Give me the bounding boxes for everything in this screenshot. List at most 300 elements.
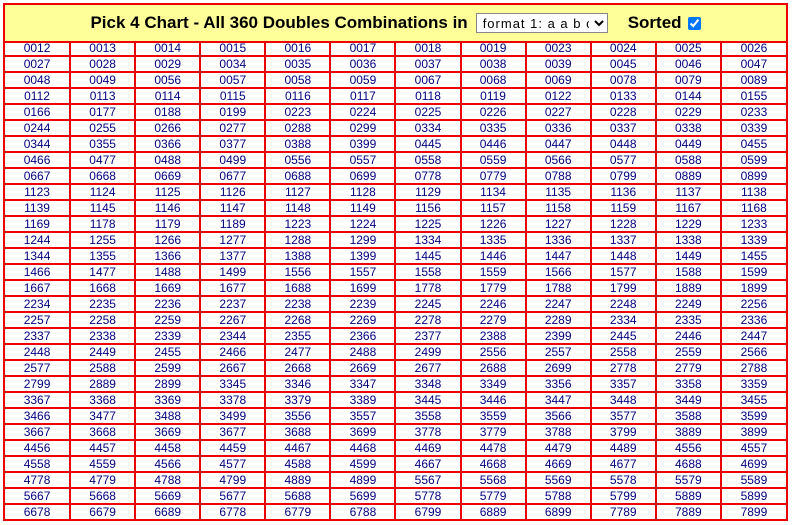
combination-cell: 4467	[265, 440, 330, 456]
combination-cell: 4468	[330, 440, 395, 456]
combination-cell: 0277	[200, 120, 265, 136]
combination-cell: 0677	[200, 168, 265, 184]
combination-cell: 4478	[461, 440, 526, 456]
grid-row	[5, 216, 786, 232]
combination-cell: 1167	[656, 200, 721, 216]
grid-row	[5, 136, 786, 152]
combination-cell: 0015	[200, 41, 265, 56]
combination-cell: 1778	[395, 280, 460, 296]
combination-cell: 0035	[265, 56, 330, 72]
combination-cell: 0113	[70, 88, 135, 104]
combination-cell: 3688	[265, 424, 330, 440]
combination-cell: 2335	[656, 312, 721, 328]
combination-cell: 2355	[265, 328, 330, 344]
combination-cell: 0477	[70, 152, 135, 168]
combination-cell: 6788	[330, 504, 395, 519]
combination-cell: 0366	[135, 136, 200, 152]
combination-cell: 2556	[461, 344, 526, 360]
combination-cell: 1223	[265, 216, 330, 232]
combinations-grid-wrapper	[5, 41, 786, 519]
combination-cell: 1125	[135, 184, 200, 200]
combination-cell: 1244	[5, 232, 70, 248]
combination-cell: 0048	[5, 72, 70, 88]
combination-cell: 0155	[721, 88, 786, 104]
combination-cell: 1158	[526, 200, 591, 216]
combination-cell: 2279	[461, 312, 526, 328]
combination-cell: 4669	[526, 456, 591, 472]
combination-cell: 2239	[330, 296, 395, 312]
combination-cell: 2577	[5, 360, 70, 376]
combination-cell: 4699	[721, 456, 786, 472]
combination-cell: 0337	[591, 120, 656, 136]
combination-cell: 2688	[461, 360, 526, 376]
combination-cell: 1477	[70, 264, 135, 280]
combination-cell: 3346	[265, 376, 330, 392]
combination-cell: 2245	[395, 296, 460, 312]
combination-cell: 2268	[265, 312, 330, 328]
grid-row	[5, 88, 786, 104]
combination-cell: 0089	[721, 72, 786, 88]
combination-cell: 4588	[265, 456, 330, 472]
combination-cell: 1667	[5, 280, 70, 296]
combination-cell: 6799	[395, 504, 460, 519]
combination-cell: 3558	[395, 408, 460, 424]
combination-cell: 2334	[591, 312, 656, 328]
combination-cell: 0116	[265, 88, 330, 104]
combination-cell: 3778	[395, 424, 460, 440]
combination-cell: 2588	[70, 360, 135, 376]
combination-cell: 3358	[656, 376, 721, 392]
combination-cell: 0335	[461, 120, 526, 136]
grid-row	[5, 232, 786, 248]
combination-cell: 2237	[200, 296, 265, 312]
combination-cell: 0566	[526, 152, 591, 168]
combination-cell: 0588	[656, 152, 721, 168]
combination-cell: 1366	[135, 248, 200, 264]
combination-cell: 1559	[461, 264, 526, 280]
combination-cell: 3349	[461, 376, 526, 392]
combination-cell: 1156	[395, 200, 460, 216]
grid-row	[5, 312, 786, 328]
combination-cell: 0057	[200, 72, 265, 88]
grid-row	[5, 200, 786, 216]
combination-cell: 0013	[70, 41, 135, 56]
combination-cell: 5699	[330, 488, 395, 504]
combination-cell: 4799	[200, 472, 265, 488]
grid-row	[5, 504, 786, 519]
combination-cell: 2238	[265, 296, 330, 312]
grid-row	[5, 248, 786, 264]
combination-cell: 5569	[526, 472, 591, 488]
combination-cell: 3566	[526, 408, 591, 424]
combination-cell: 1226	[461, 216, 526, 232]
combination-cell: 0488	[135, 152, 200, 168]
grid-row	[5, 456, 786, 472]
combination-cell: 0688	[265, 168, 330, 184]
combination-cell: 1149	[330, 200, 395, 216]
combination-cell: 1229	[656, 216, 721, 232]
combination-cell: 1779	[461, 280, 526, 296]
combination-cell: 3488	[135, 408, 200, 424]
combination-cell: 1466	[5, 264, 70, 280]
combinations-grid	[5, 41, 786, 519]
combination-cell: 1127	[265, 184, 330, 200]
combination-cell: 3477	[70, 408, 135, 424]
combination-cell: 1168	[721, 200, 786, 216]
combination-cell: 4577	[200, 456, 265, 472]
combination-cell: 1338	[656, 232, 721, 248]
combination-cell: 0799	[591, 168, 656, 184]
combination-cell: 1178	[70, 216, 135, 232]
combination-cell: 2257	[5, 312, 70, 328]
combination-cell: 1446	[461, 248, 526, 264]
combination-cell: 5589	[721, 472, 786, 488]
combination-cell: 1334	[395, 232, 460, 248]
combination-cell: 0039	[526, 56, 591, 72]
grid-row	[5, 344, 786, 360]
combination-cell: 2236	[135, 296, 200, 312]
combination-cell: 1227	[526, 216, 591, 232]
combination-cell: 1128	[330, 184, 395, 200]
combination-cell: 1558	[395, 264, 460, 280]
combination-cell: 5788	[526, 488, 591, 504]
combination-cell: 4489	[591, 440, 656, 456]
combination-cell: 4677	[591, 456, 656, 472]
combination-cell: 5899	[721, 488, 786, 504]
combination-cell: 1399	[330, 248, 395, 264]
combination-cell: 5579	[656, 472, 721, 488]
combination-cell: 0266	[135, 120, 200, 136]
combination-cell: 4688	[656, 456, 721, 472]
combination-cell: 2269	[330, 312, 395, 328]
combination-cell: 3788	[526, 424, 591, 440]
combination-cell: 0177	[70, 104, 135, 120]
combination-cell: 0026	[721, 41, 786, 56]
combination-cell: 0019	[461, 41, 526, 56]
combination-cell: 2256	[721, 296, 786, 312]
combination-cell: 2259	[135, 312, 200, 328]
combination-cell: 6689	[135, 504, 200, 519]
combination-cell: 0344	[5, 136, 70, 152]
combination-cell: 0227	[526, 104, 591, 120]
grid-row	[5, 152, 786, 168]
combination-cell: 0036	[330, 56, 395, 72]
combination-cell: 3359	[721, 376, 786, 392]
combination-cell: 4456	[5, 440, 70, 456]
combination-cell: 2258	[70, 312, 135, 328]
combination-cell: 3889	[656, 424, 721, 440]
combination-cell: 2557	[526, 344, 591, 360]
combination-cell: 0199	[200, 104, 265, 120]
combination-cell: 0023	[526, 41, 591, 56]
grid-row	[5, 488, 786, 504]
combination-cell: 0455	[721, 136, 786, 152]
combination-cell: 3599	[721, 408, 786, 424]
combination-cell: 0446	[461, 136, 526, 152]
combination-cell: 1146	[135, 200, 200, 216]
combination-cell: 3357	[591, 376, 656, 392]
grid-row	[5, 41, 786, 56]
combination-cell: 2558	[591, 344, 656, 360]
combination-cell: 0037	[395, 56, 460, 72]
combination-cell: 1157	[461, 200, 526, 216]
combination-cell: 0699	[330, 168, 395, 184]
combination-cell: 0079	[656, 72, 721, 88]
combination-cell: 4559	[70, 456, 135, 472]
combination-cell: 1169	[5, 216, 70, 232]
combination-cell: 3446	[461, 392, 526, 408]
combination-cell: 2267	[200, 312, 265, 328]
combination-cell: 2677	[395, 360, 460, 376]
combination-cell: 3667	[5, 424, 70, 440]
combination-cell: 3455	[721, 392, 786, 408]
combination-cell: 0049	[70, 72, 135, 88]
combination-cell: 4668	[461, 456, 526, 472]
combination-cell: 1126	[200, 184, 265, 200]
combination-cell: 0229	[656, 104, 721, 120]
combination-cell: 1668	[70, 280, 135, 296]
combination-cell: 3557	[330, 408, 395, 424]
combination-cell: 6778	[200, 504, 265, 519]
combination-cell: 0499	[200, 152, 265, 168]
grid-row	[5, 72, 786, 88]
combination-cell: 1899	[721, 280, 786, 296]
combination-cell: 7889	[656, 504, 721, 519]
combination-cell: 2699	[526, 360, 591, 376]
combination-cell: 1228	[591, 216, 656, 232]
combination-cell: 0447	[526, 136, 591, 152]
combination-cell: 4458	[135, 440, 200, 456]
combination-cell: 2488	[330, 344, 395, 360]
sorted-label: Sorted	[627, 13, 682, 32]
combination-cell: 0667	[5, 168, 70, 184]
combination-cell: 0788	[526, 168, 591, 184]
grid-row	[5, 424, 786, 440]
combination-cell: 2377	[395, 328, 460, 344]
combination-cell: 2449	[70, 344, 135, 360]
combination-cell: 6899	[526, 504, 591, 519]
combination-cell: 2249	[656, 296, 721, 312]
combination-cell: 4459	[200, 440, 265, 456]
combination-cell: 2788	[721, 360, 786, 376]
combination-cell: 1455	[721, 248, 786, 264]
combination-cell: 3378	[200, 392, 265, 408]
combination-cell: 1266	[135, 232, 200, 248]
combination-cell: 3348	[395, 376, 460, 392]
combination-cell: 4479	[526, 440, 591, 456]
grid-row	[5, 328, 786, 344]
combination-cell: 1124	[70, 184, 135, 200]
combination-cell: 1335	[461, 232, 526, 248]
combination-cell: 4778	[5, 472, 70, 488]
grid-row	[5, 56, 786, 72]
combination-cell: 3588	[656, 408, 721, 424]
combination-cell: 2899	[135, 376, 200, 392]
combination-cell: 5667	[5, 488, 70, 504]
combination-cell: 5578	[591, 472, 656, 488]
combination-cell: 1577	[591, 264, 656, 280]
combination-cell: 2779	[656, 360, 721, 376]
combination-cell: 0047	[721, 56, 786, 72]
combination-cell: 1299	[330, 232, 395, 248]
combination-cell: 0038	[461, 56, 526, 72]
combination-cell: 3445	[395, 392, 460, 408]
combination-cell: 3347	[330, 376, 395, 392]
combination-cell: 4469	[395, 440, 460, 456]
combination-cell: 5677	[200, 488, 265, 504]
combination-cell: 2559	[656, 344, 721, 360]
combination-cell: 2669	[330, 360, 395, 376]
combination-cell: 2339	[135, 328, 200, 344]
combination-cell: 0778	[395, 168, 460, 184]
combination-cell: 2246	[461, 296, 526, 312]
combination-cell: 6678	[5, 504, 70, 519]
combination-cell: 6679	[70, 504, 135, 519]
grid-row	[5, 184, 786, 200]
grid-row	[5, 440, 786, 456]
combination-cell: 1669	[135, 280, 200, 296]
combination-cell: 1599	[721, 264, 786, 280]
combination-cell: 1134	[461, 184, 526, 200]
combination-cell: 3668	[70, 424, 135, 440]
combination-cell: 0118	[395, 88, 460, 104]
combination-cell: 1889	[656, 280, 721, 296]
combination-cell: 5568	[461, 472, 526, 488]
combination-cell: 4899	[330, 472, 395, 488]
chart-frame	[3, 3, 788, 521]
combination-cell: 0112	[5, 88, 70, 104]
combination-cell: 0133	[591, 88, 656, 104]
combination-cell: 0338	[656, 120, 721, 136]
combination-cell: 3677	[200, 424, 265, 440]
combination-cell: 1135	[526, 184, 591, 200]
combination-cell: 1138	[721, 184, 786, 200]
combination-cell: 2455	[135, 344, 200, 360]
combination-cell: 0334	[395, 120, 460, 136]
combination-cell: 3556	[265, 408, 330, 424]
combination-cell: 2667	[200, 360, 265, 376]
combination-cell: 0668	[70, 168, 135, 184]
combination-cell: 1449	[656, 248, 721, 264]
combination-cell: 0224	[330, 104, 395, 120]
combination-cell: 5779	[461, 488, 526, 504]
combination-cell: 3379	[265, 392, 330, 408]
sorted-checkbox[interactable]	[688, 17, 701, 30]
combination-cell: 1788	[526, 280, 591, 296]
format-select[interactable]	[476, 13, 608, 33]
combination-cell: 2799	[5, 376, 70, 392]
combination-cell: 4779	[70, 472, 135, 488]
combination-cell: 1566	[526, 264, 591, 280]
combination-cell: 1336	[526, 232, 591, 248]
combination-cell: 1139	[5, 200, 70, 216]
combination-cell: 2336	[721, 312, 786, 328]
combination-cell: 4889	[265, 472, 330, 488]
combination-cell: 3577	[591, 408, 656, 424]
combination-cell: 1688	[265, 280, 330, 296]
grid-row	[5, 408, 786, 424]
combination-cell: 0339	[721, 120, 786, 136]
combination-cell: 2778	[591, 360, 656, 376]
combination-cell: 7789	[591, 504, 656, 519]
combination-cell: 1288	[265, 232, 330, 248]
combination-cell: 5669	[135, 488, 200, 504]
combination-cell: 0029	[135, 56, 200, 72]
combination-cell: 1224	[330, 216, 395, 232]
grid-row	[5, 472, 786, 488]
combination-cell: 0045	[591, 56, 656, 72]
combination-cell: 3447	[526, 392, 591, 408]
chart-header	[5, 5, 786, 43]
combination-cell: 2889	[70, 376, 135, 392]
combination-cell: 0899	[721, 168, 786, 184]
combination-cell: 1447	[526, 248, 591, 264]
combination-cell: 0188	[135, 104, 200, 120]
combination-cell: 0299	[330, 120, 395, 136]
combination-cell: 4558	[5, 456, 70, 472]
combination-cell: 1344	[5, 248, 70, 264]
combination-cell: 5688	[265, 488, 330, 504]
combination-cell: 1699	[330, 280, 395, 296]
combination-cell: 4667	[395, 456, 460, 472]
combination-cell: 0225	[395, 104, 460, 120]
combination-cell: 2399	[526, 328, 591, 344]
combination-cell: 0233	[721, 104, 786, 120]
combination-cell: 5889	[656, 488, 721, 504]
combination-cell: 3669	[135, 424, 200, 440]
grid-row	[5, 376, 786, 392]
combination-cell: 1388	[265, 248, 330, 264]
combination-cell: 5778	[395, 488, 460, 504]
combination-cell: 2447	[721, 328, 786, 344]
combination-cell: 0027	[5, 56, 70, 72]
combination-cell: 1488	[135, 264, 200, 280]
combination-cell: 0166	[5, 104, 70, 120]
combination-cell: 1147	[200, 200, 265, 216]
combination-cell: 3369	[135, 392, 200, 408]
combination-cell: 4566	[135, 456, 200, 472]
combination-cell: 1337	[591, 232, 656, 248]
combination-cell: 1225	[395, 216, 460, 232]
combination-cell: 0119	[461, 88, 526, 104]
combination-cell: 0228	[591, 104, 656, 120]
combination-cell: 4556	[656, 440, 721, 456]
combination-cell: 1277	[200, 232, 265, 248]
combination-cell: 3448	[591, 392, 656, 408]
combination-cell: 0122	[526, 88, 591, 104]
combination-cell: 2668	[265, 360, 330, 376]
combination-cell: 4457	[70, 440, 135, 456]
combination-cell: 1136	[591, 184, 656, 200]
combination-cell: 0779	[461, 168, 526, 184]
combination-cell: 0558	[395, 152, 460, 168]
combination-cell: 3899	[721, 424, 786, 440]
combination-cell: 2247	[526, 296, 591, 312]
combination-cell: 0028	[70, 56, 135, 72]
combination-cell: 3779	[461, 424, 526, 440]
combination-cell: 2289	[526, 312, 591, 328]
combination-cell: 3345	[200, 376, 265, 392]
combination-cell: 0025	[656, 41, 721, 56]
combination-cell: 0449	[656, 136, 721, 152]
combination-cell: 0058	[265, 72, 330, 88]
combination-cell: 0599	[721, 152, 786, 168]
combination-cell: 1499	[200, 264, 265, 280]
combination-cell: 0069	[526, 72, 591, 88]
combination-cell: 1355	[70, 248, 135, 264]
combination-cell: 2248	[591, 296, 656, 312]
combination-cell: 1129	[395, 184, 460, 200]
